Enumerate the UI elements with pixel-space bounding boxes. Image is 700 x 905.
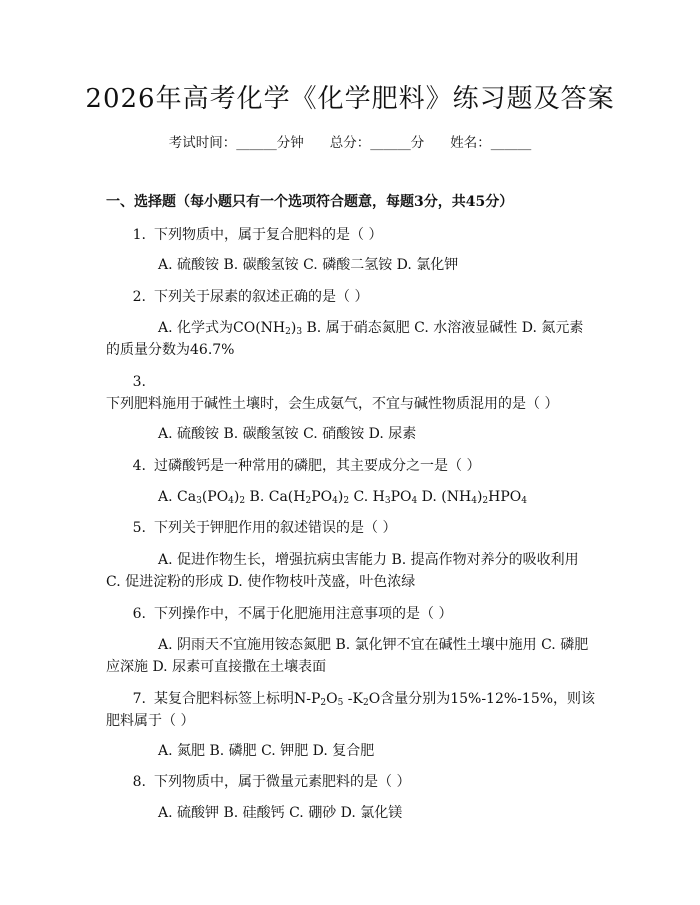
- question-1-options: A. 硫酸铵 B. 碳酸氢铵 C. 磷酸二氢铵 D. 氯化钾: [158, 257, 459, 273]
- document-title: 2026年高考化学《化学肥料》练习题及答案: [85, 84, 615, 114]
- exam-time-field: 考试时间：______分钟: [168, 135, 304, 151]
- question-3-stem: [106, 371, 606, 415]
- question-8-stem: [106, 771, 606, 793]
- question-4-stem: [106, 455, 606, 477]
- question-6-stem: [106, 603, 606, 625]
- question-4-options: A. $Ca_3(PO_4)_2$ B. $Ca(H_2PO_4)_2$ C. $H_3PO_4$ D. $(NH_4)_2HPO_4$: [158, 489, 527, 506]
- total-score-field: 总分：______分: [329, 135, 425, 151]
- question-number: 4.: [132, 458, 146, 474]
- question-7-stem: 7. 某复合肥料标签上标明$N-P_2O_5$ $-K_2O$含量分别为15%-12%-15%，则该肥料属于（ ）: [106, 688, 606, 732]
- question-number: 1.: [132, 227, 146, 243]
- question-number: 7.: [132, 691, 146, 707]
- question-8-options: A. 硫酸钾 B. 硅酸钙 C. 硼砂 D. 氯化镁: [158, 805, 403, 821]
- question-7-options: A. 氮肥 B. 磷肥 C. 钾肥 D. 复合肥: [158, 743, 375, 759]
- exam-info-line: [0, 131, 700, 151]
- question-text: 下列关于尿素的叙述正确的是（ ）: [154, 289, 369, 305]
- question-text: 下列操作中，不属于化肥施用注意事项的是（ ）: [154, 606, 453, 622]
- question-text: 下列物质中，属于微量元素肥料的是（ ）: [154, 774, 411, 790]
- question-5-stem: [106, 517, 606, 539]
- question-2-stem: [106, 286, 606, 308]
- question-text: 下列肥料施用于碱性土壤时，会生成氨气，不宜与碱性物质混用的是（ ）: [106, 396, 559, 412]
- question-2-options: A. 化学式为$CO(NH_2)_3$ B. 属于硝态氮肥 C. 水溶液显碱性 D. 氮元素的质量分数为46.7%: [106, 320, 584, 358]
- question-number: 8.: [132, 774, 146, 790]
- student-name-field: 姓名：______: [450, 135, 532, 151]
- question-1-stem: [106, 224, 606, 246]
- question-3-options: A. 硫酸铵 B. 碳酸氢铵 C. 硝酸铵 D. 尿素: [158, 426, 417, 442]
- question-text: 下列关于钾肥作用的叙述错误的是（ ）: [154, 520, 397, 536]
- section-heading: 一、选择题（每小题只有一个选项符合题意，每题3分，共45分）: [106, 194, 514, 210]
- question-number: 6.: [132, 606, 146, 622]
- question-number: 5.: [132, 520, 146, 536]
- question-6-options: A. 阴雨天不宜施用铵态氮肥 B. 氯化钾不宜在碱性土壤中施用 C. 磷肥应深施 D. 尿素可直接撒在土壤表面: [106, 637, 589, 675]
- question-5-options: A. 促进作物生长，增强抗病虫害能力 B. 提高作物对养分的吸收利用 C. 促进淀粉的形成 D. 使作物枝叶茂盛，叶色浓绿: [106, 552, 579, 590]
- question-number: 2.: [132, 289, 146, 305]
- question-text: 下列物质中，属于复合肥料的是（ ）: [154, 227, 383, 243]
- question-text: 过磷酸钙是一种常用的磷肥，其主要成分之一是（ ）: [154, 458, 481, 474]
- question-number: 3.: [132, 374, 146, 390]
